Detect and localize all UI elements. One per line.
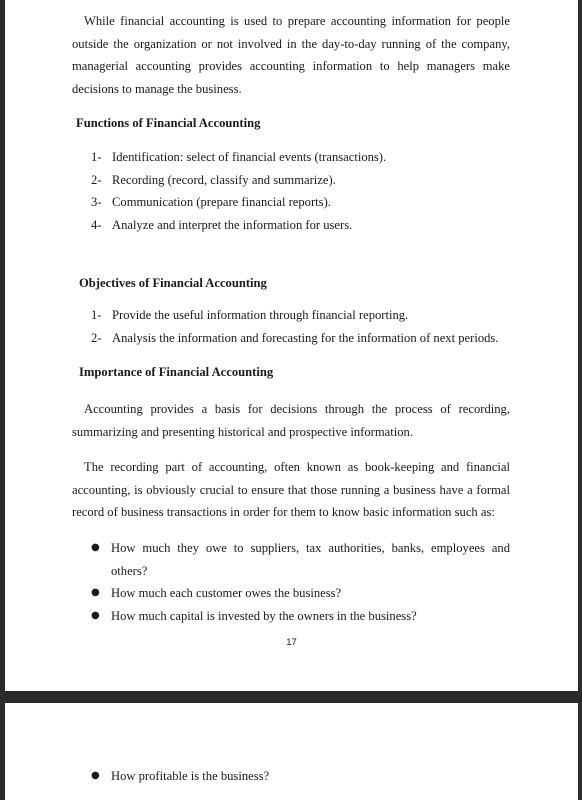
list-number: 2-: [91, 172, 102, 187]
functions-list: [91, 146, 386, 236]
objectives-heading: Objectives of Financial Accounting: [79, 276, 267, 290]
bullet-text: How much they owe to suppliers, tax authorities, banks, employees and others?: [111, 541, 510, 578]
functions-list-item: [91, 169, 386, 192]
importance-heading: Importance of Financial Accounting: [79, 365, 274, 379]
importance-paragraph-2: The recording part of accounting, often known as book-keeping and financial accounting, is obviously crucial to ensure that those running a business have a formal record of business transactions in order for them to know basic information such as:: [72, 460, 510, 520]
page2-bullet-list: [91, 765, 510, 788]
objectives-list-item: [91, 304, 498, 327]
intro-paragraph: While financial accounting is used to prepare accounting information for people outside the organization or not involved in the day-to-day running of the company, managerial accounting provides accounting information to help managers make decisions to manage the business.: [72, 14, 510, 96]
list-number: 2-: [91, 330, 102, 345]
bullet-item: [91, 582, 510, 605]
list-item-text: Provide the useful information through financial reporting.: [112, 308, 409, 322]
page-number: 17: [286, 637, 297, 648]
bullet-icon: ●: [91, 542, 100, 553]
objectives-list: [91, 304, 498, 349]
list-item-text: Analysis the information and forecasting for the information of next periods.: [112, 330, 499, 345]
objectives-list-item: [91, 327, 498, 350]
list-item-text: Identification: select of financial events (transactions).: [112, 150, 387, 164]
document-page-18: [5, 703, 578, 800]
bullet-item: [91, 537, 510, 582]
list-number: 1-: [91, 308, 102, 322]
bullet-icon: ●: [91, 587, 100, 599]
bullet-item: [91, 605, 510, 628]
importance-bullet-list: [91, 537, 510, 627]
bullet-item: [91, 765, 510, 788]
bullet-text: How much each customer owes the business?: [111, 586, 342, 601]
bullet-icon: ●: [91, 609, 100, 621]
functions-heading: Functions of Financial Accounting: [76, 116, 261, 130]
list-item-text: Communication (prepare financial reports).: [112, 195, 331, 210]
list-item-text: Recording (record, classify and summarize).: [112, 172, 336, 187]
list-number: 4-: [91, 217, 102, 232]
importance-paragraph-1: Accounting provides a basis for decisions through the process of recording, summarizing and presenting historical and prospective information.: [72, 402, 510, 439]
bullet-text: How much capital is invested by the owners in the business?: [111, 608, 417, 623]
bullet-text: How profitable is the business?: [111, 769, 270, 783]
document-page-17: [5, 0, 578, 691]
functions-list-item: [91, 146, 386, 169]
list-number: 1-: [91, 150, 102, 164]
bullet-icon: ●: [91, 770, 100, 781]
list-item-text: Analyze and interpret the information for users.: [112, 217, 353, 232]
list-number: 3-: [91, 195, 102, 210]
functions-list-item: [91, 191, 386, 214]
functions-list-item: [91, 214, 386, 237]
